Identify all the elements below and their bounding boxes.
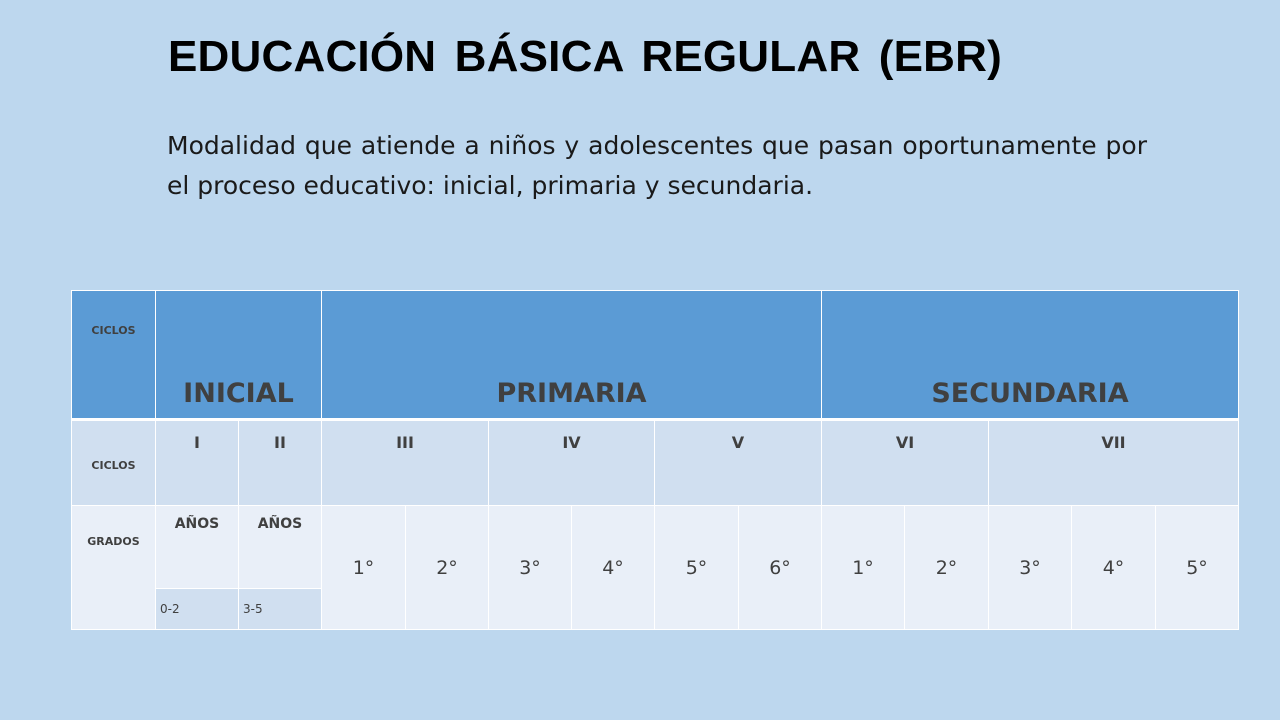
grado-primaria-cell: 5° <box>655 506 739 630</box>
grado-secundaria-cell: 3° <box>989 506 1072 630</box>
anos-header-cell: AÑOS <box>239 506 322 589</box>
table-ciclos-row <box>72 420 1239 506</box>
slide-description: Modalidad que atiende a niños y adolescentes que pasan oportunamente por el proceso educativo: inicial, primaria y secundaria. <box>167 131 1147 200</box>
table-grados-row <box>72 506 1239 589</box>
grados-label-cell <box>72 506 156 630</box>
ciclo-cell: II <box>239 420 322 506</box>
header-ciclos-label: CICLOS <box>91 324 136 337</box>
grado-secundaria-cell: 5° <box>1156 506 1239 630</box>
ciclo-cell: I <box>156 420 239 506</box>
grado-primaria-cell: 1° <box>322 506 406 630</box>
ciclos-row-label: CICLOS <box>91 458 136 472</box>
ciclo-cell: VII <box>989 420 1239 506</box>
level-inicial: INICIAL <box>156 291 322 420</box>
grado-secundaria-cell: 1° <box>822 506 905 630</box>
ebr-table <box>71 290 1239 630</box>
header-ciclos-cell <box>72 291 156 420</box>
level-primaria: PRIMARIA <box>322 291 822 420</box>
age-range-cell: 3-5 <box>239 589 322 630</box>
ciclo-cell: IV <box>489 420 655 506</box>
ciclo-cell: III <box>322 420 489 506</box>
grado-primaria-cell: 6° <box>739 506 822 630</box>
table-header-row <box>72 291 1239 420</box>
grado-primaria-cell: 3° <box>489 506 572 630</box>
ciclos-label-cell <box>72 420 156 506</box>
age-range-cell: 0-2 <box>156 589 239 630</box>
ciclo-cell: V <box>655 420 822 506</box>
grado-secundaria-cell: 4° <box>1072 506 1156 630</box>
ciclo-cell: VI <box>822 420 989 506</box>
grado-primaria-cell: 4° <box>572 506 655 630</box>
anos-header-cell: AÑOS <box>156 506 239 589</box>
slide-title: EDUCACIÓN BÁSICA REGULAR (EBR) <box>168 32 1002 81</box>
grados-row-label: GRADOS <box>87 535 140 548</box>
ebr-table-container <box>71 290 1238 616</box>
level-secundaria: SECUNDARIA <box>822 291 1239 420</box>
grado-primaria-cell: 2° <box>406 506 489 630</box>
grado-secundaria-cell: 2° <box>905 506 989 630</box>
